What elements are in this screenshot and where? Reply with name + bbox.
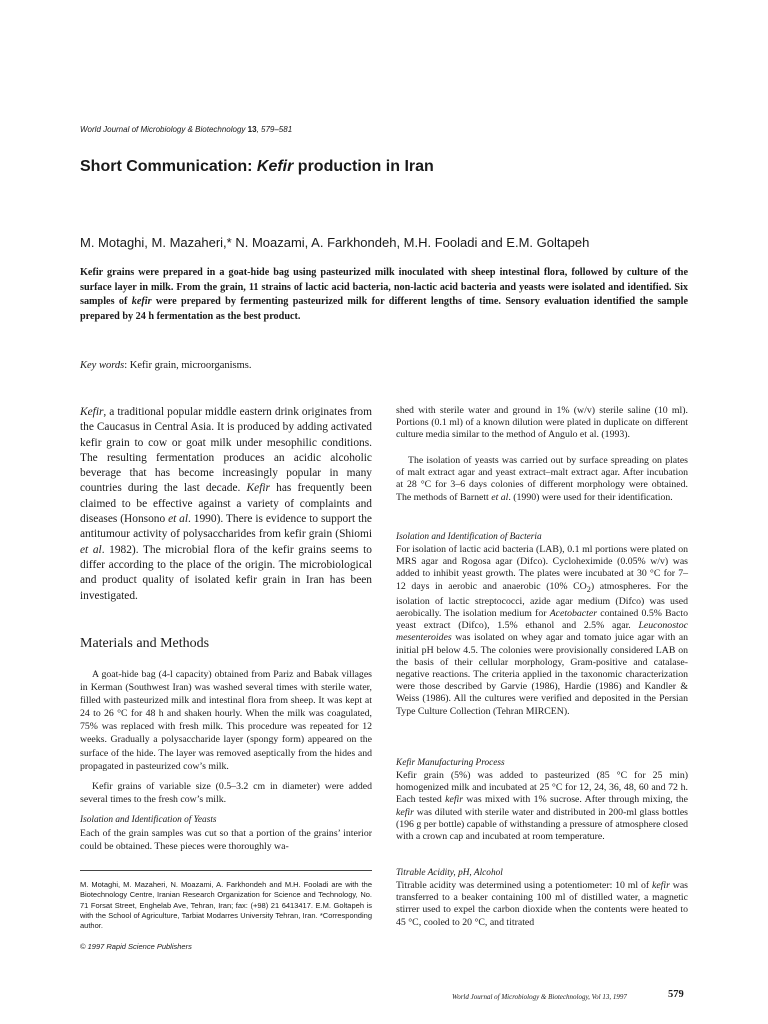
intro-text-3: . 1990). There is evidence to support the antitumour activity of polysaccharides from kefir grain (Shiomi (80, 513, 372, 541)
intro-kefir: Kefir (80, 406, 104, 418)
acetobacter-name: Acetobacter (549, 607, 598, 619)
journal-volume: 13 (247, 125, 257, 134)
abstract-kefir: kefir (131, 296, 152, 308)
footer-journal: World Journal of Microbiology & Biotechnology, Vol 13, 1997 (452, 993, 627, 1001)
manufacturing-text-1: Kefir grain (5%) was added to pasteurized (85 °C for 25 min) homogenized milk and incubated at 25 °C for 12, 24, 36, 48, 60 and 72 h. Each tested (396, 770, 688, 806)
subheading-yeasts: Isolation and Identification of Yeasts (80, 815, 217, 825)
bacteria-paragraph (396, 544, 688, 718)
leuconostoc-name: Leuconostoc mesenteroides (396, 620, 688, 644)
manufacturing-text-3: was diluted with sterile water and distributed in 200-ml glass bottles (196 g per bottle) capable of withstanding a pressure of atmosphere closed with a crown cap and incubated at room temperature. (396, 806, 688, 843)
yeast-isolation-text: The isolation of yeasts was carried out by surface spreading on plates of malt extract agar and yeast extract–malt extract agar. After incubation at 28 °C for 3–6 days colonies of different morphology were obtained. The methods of Barnett (396, 455, 688, 503)
subheading-bacteria: Isolation and Identification of Bacteria (396, 532, 542, 542)
yeast-isolation-text-end: . (1990) were used for their identification. (508, 491, 673, 503)
manufacturing-kefir-2: kefir (396, 806, 414, 818)
acidity-text-2: was transferred to a beaker containing 100 ml of distilled water, a magnetic stirrer used to expel the carbon dioxide when the contents were heated to 45 °C, cooled to 20 °C, and titrated (396, 880, 688, 928)
yeasts-paragraph: Each of the grain samples was cut so that a portion of the grains’ interior could be obtained. These pieces were thoroughly wa- (80, 828, 372, 853)
keywords-text: : Kefir grain, microorganisms. (124, 360, 252, 371)
author-list: M. Motaghi, M. Mazaheri,* N. Moazami, A. Farkhondeh, M.H. Fooladi and E.M. Goltapeh (80, 235, 590, 250)
yeast-isolation-paragraph (396, 455, 688, 504)
title-italic: Kefir (256, 158, 294, 175)
journal-header (80, 125, 292, 134)
bacteria-text-1: For isolation of lactic acid bacteria (LAB), 0.1 ml portions were plated on MRS agar and Rogosa agar (Difco). Cycloheximide (0.05% w/v) was added to inhibit yeast growth. The plates were incubated at 30 °C for 7–12 days in aerobic and anaerobic (10% CO (396, 544, 688, 592)
acidity-kefir: kefir (651, 880, 670, 891)
manufacturing-kefir-1: kefir (445, 794, 464, 806)
yeasts-paragraph-continued: shed with sterile water and ground in 1% (w/v) sterile saline (10 ml). Portions (0.1 ml) of a known dilution were plated in duplicate on different culture media similar to the method of Angulo et al. (1993). (396, 405, 688, 441)
intro-text-4: . 1982). The microbial flora of the kefir grains seems to differ according to the place of the origin. The microbiological and product quality of isolated kefir grain in Iran has been investigated. (80, 543, 372, 602)
abstract (80, 266, 688, 324)
journal-name: World Journal of Microbiology & Biotechnology (80, 125, 246, 134)
intro-text-2: has frequently been claimed to be effective against a variety of complaints and diseases (Honsono (80, 482, 372, 526)
page-number: 579 (668, 989, 684, 1000)
manufacturing-paragraph (396, 770, 688, 843)
bacteria-text-4: was isolated on whey agar and tomato juice agar with an initial pH below 4.5. The colonies were provisionally considered LAB on the basis of their cellular morphology, Gram-positive and catalase-negative reactions. The criteria applied in the taxonomic characterization were those described by Garvie (1986), Hardie (1986) and Kandler & Weiss (1986). All the cultures were verified and deposited in the Persian Type Culture Collection (Tehran MIRCEN). (396, 632, 688, 717)
manufacturing-text-2: was mixed with 1% sucrose. After through mixing, the (463, 794, 688, 806)
title-prefix: Short Communication: (80, 158, 257, 175)
methods-paragraph-2: Kefir grains of variable size (0.5–3.2 cm in diameter) were added several times to the fresh cow’s milk. (80, 781, 372, 806)
author-affiliation-footnote: M. Motaghi, M. Mazaheri, N. Moazami, A. Farkhondeh and M.H. Fooladi are with the Biotechnology Centre, Iranian Research Organization for Science and Technology, No. 71 Forsat Street, Enghelab Ave, Tehran, Iran; fax: (+98) 21 6413417. E.M. Goltapeh is with the School of Agriculture, Tarbiat Modarres University Tehran, Iran. *Corresponding author. (80, 880, 372, 931)
title-suffix: production in Iran (293, 158, 434, 175)
introduction-paragraph (80, 405, 372, 604)
keywords (80, 360, 252, 371)
article-title (80, 158, 434, 176)
subheading-manufacturing: Kefir Manufacturing Process (396, 758, 505, 768)
yeast-isolation-etal: et al (491, 491, 509, 503)
intro-kefir-2: Kefir (246, 482, 270, 495)
co2-subscript: 2 (586, 584, 591, 594)
abstract-text-end: were prepared by fermenting pasteurized milk for different lengths of time. Sensory evaluation identified the sample prepared by 24 h fermentation as the best product. (80, 296, 689, 322)
keywords-label: Key words (80, 360, 125, 371)
acidity-text-1: Titrable acidity was determined using a potentiometer: 10 ml of (396, 880, 652, 891)
intro-etal-1: et al (168, 513, 189, 526)
methods-paragraph-1: A goat-hide bag (4-l capacity) obtained from Pariz and Babak villages in Kerman (Southwest Iran) was washed several times with sterile water, filled with pasteurized milk and intestinal flora from sheep. It was kept at 24 to 26 °C for 48 h and shaken hourly. When the milk was coagulated, 75% was replaced with fresh milk. This procedure was repeated for 12 weeks. Gradually a polysaccharide layer (spongy form) appeared on the surface of the hide. The layer was removed aseptically from the hides and propagated in pasteurized cow’s milk. (80, 669, 372, 772)
abstract-text: Kefir grains were prepared in a goat-hide bag using pasteurized milk inoculated with sheep intestinal flora, followed by culture of the surface layer in milk. From the grain, 11 strains of lactic acid bacteria, non-lactic acid bacteria and yeasts were isolated and identified. Six samples of (80, 267, 688, 308)
bacteria-text-3: contained 0.5% Bacto yeast extract (Difco), 1.5% ethanol and 2.5% agar. (396, 607, 688, 632)
titrable-acidity-paragraph (396, 880, 688, 929)
intro-etal-2: et al (80, 543, 102, 556)
subheading-titrable-acidity: Titrable Acidity, pH, Alcohol (396, 868, 503, 878)
section-heading-methods: Materials and Methods (80, 636, 210, 651)
intro-text-1: , a traditional popular middle eastern drink originates from the Caucasus in Central Asia. It is produced by adding activated kefir grain to cow or goat milk under mesophilic conditions. The resulting fermentation produces an acidic alcoholic beverage that has become increasingly popular in many countries during the last decade. (80, 406, 372, 495)
bacteria-text-2: ) atmospheres. For the isolation of lactic streptococci, azide agar medium (Difco) was used aerobically. The isolation medium for (396, 580, 688, 619)
copyright-notice: © 1997 Rapid Science Publishers (80, 942, 192, 951)
journal-pages: , 579–581 (256, 125, 293, 134)
footnote-divider (80, 870, 372, 871)
